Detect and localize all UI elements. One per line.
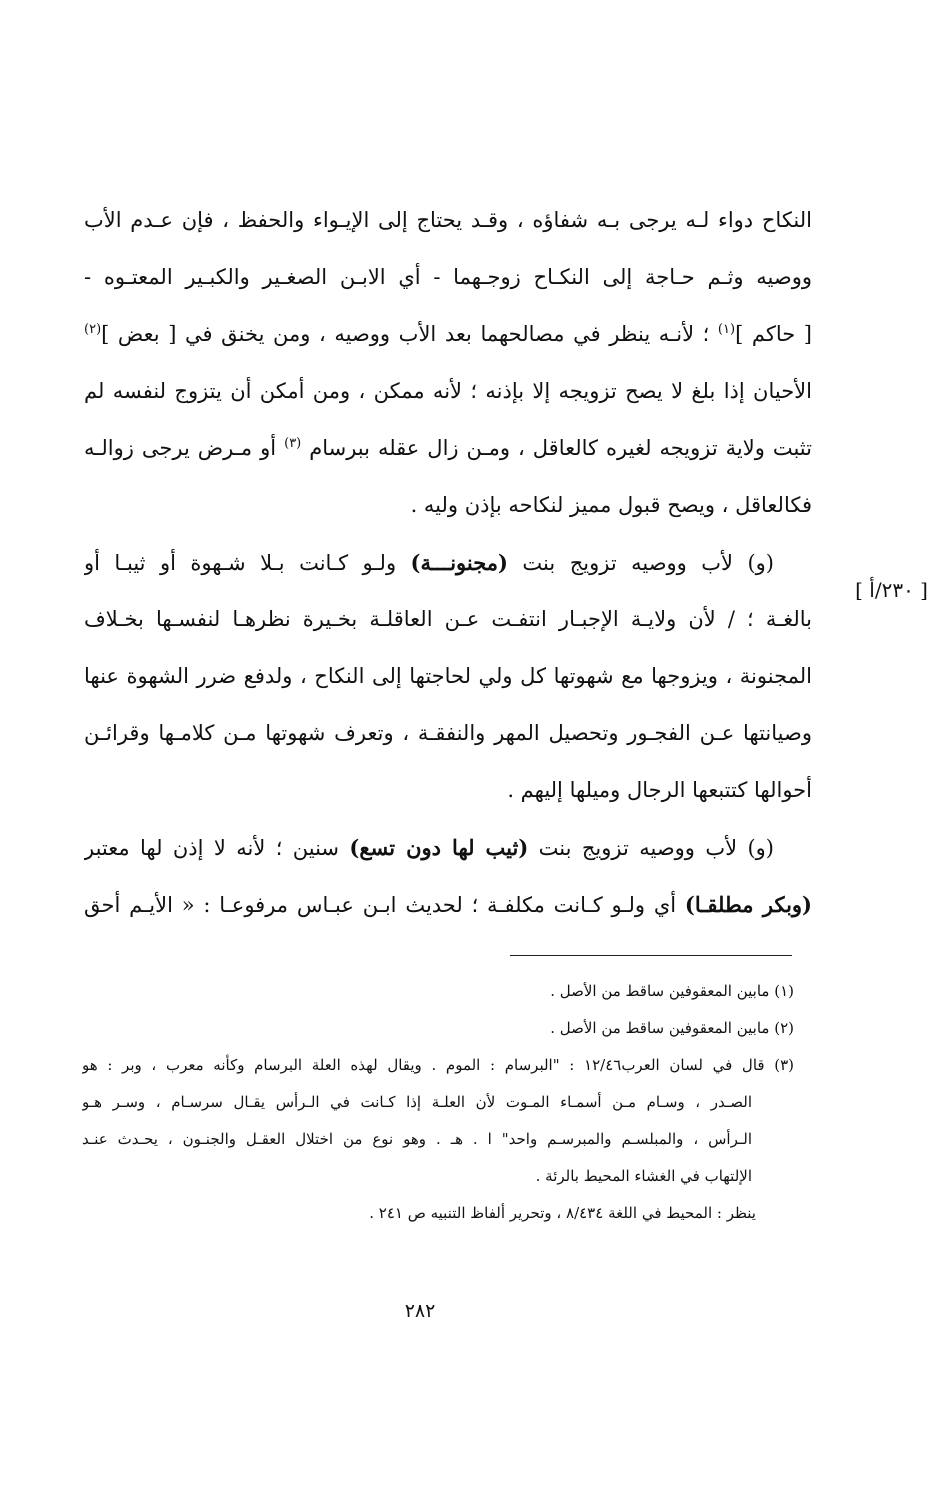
footnote-marker-1: (١): [717, 322, 736, 337]
text-line-13-rest: أي ولـو كـانت مكلفـة ؛ لحديث ابـن عبـاس مرفوعـا : « الأيـم أحق: [84, 893, 685, 917]
text-line-9: المجنونة ، ويزوجها مع شهوتها كل ولي لحاجتها إلى النكاح ، ولدفع ضرر الشهوة عنها: [84, 664, 812, 688]
text-line-10: وصيانتها عـن الفجـور وتحصيل المهر والنفقـة ، وتعرف شهوتها مـن كلامـها وقرائـن: [84, 721, 812, 745]
footnote-marker-2: (٢): [84, 322, 102, 337]
text-line-12-start: (و) لأب ووصيه تزويج بنت: [528, 836, 774, 860]
footnote-3-line-5: ينظر : المحيط في اللغة ٨/٤٣٤ ، وتحرير ألفاظ التنبيه ص ٢٤١ .: [369, 1204, 756, 1222]
text-line-5: [84, 434, 812, 491]
footnotes-block: [82, 980, 794, 1239]
text-line-4: الأحيان إذا بلغ لا يصح تزويجه إلا بإذنه ؛ لأنه ممكن ، ومن أمكن أن يتزوج لنفسه لم: [84, 379, 812, 403]
manuscript-folio-note: [ ٢٣٠/أ ]: [855, 578, 928, 602]
text-line-7-end: ولـو كـانت بـلا شـهوة أو ثيبـا أو: [84, 551, 411, 575]
text-line-12-end: سنين ؛ لأنه لا إذن لها معتبر: [84, 836, 350, 860]
text-line-5-start: تثبت ولاية تزويجه لغيره كالعاقل ، ومـن زال عقله ببرسام: [301, 436, 812, 460]
text-line-7: [84, 548, 812, 605]
text-line-7-start: (و) لأب ووصيه تزويج بنت: [507, 551, 774, 575]
matn-term-thayyib: (ثيب لها دون تسع): [349, 835, 529, 860]
text-line-12: [84, 833, 812, 890]
main-text: [84, 206, 812, 947]
footnote-separator: [510, 955, 792, 956]
footnote-3-line-2: الصـدر ، وسـام مـن أسمـاء المـوت لأن العلـة إذا كـانت في الـرأس يقـال سرسـام ، وسـر هـو: [82, 1093, 752, 1111]
matn-term-majnuna: (مجنونـــة): [410, 550, 508, 575]
text-line-11: أحوالها كتتبعها الرجال وميلها إليهم .: [507, 778, 812, 802]
matn-term-bikr: (وبكر مطلقـا): [684, 892, 812, 917]
text-line-3: [84, 320, 812, 377]
footnote-3-line-3: الـرأس ، والمبلسـم والمبرسـم واحد" ا . هـ . وهو نوع من اختلال العقـل والجنـون ، يحـدث عنـد: [82, 1130, 752, 1148]
text-line-3-rest: ؛ لأنـه ينظر في مصالحهما بعد الأب ووصيه ، ومن يخنق في [ بعض ]: [101, 322, 718, 346]
text-line-8: بالغـة ؛ / لأن ولايـة الإجبـار انتفـت عـن العاقلـة بخـيرة نظرهـا لنفسـها بخـلاف: [84, 607, 812, 631]
text-line-1: النكاح دواء لـه يرجى بـه شفاؤه ، وقـد يحتاج إلى الإيـواء والحفظ ، فإن عـدم الأب: [84, 208, 812, 232]
text-line-5-end: أو مـرض يرجى زوالـه: [84, 436, 285, 460]
footnote-marker-3: (٣): [284, 436, 302, 451]
footnote-3-line-1: (٣) قال في لسان العرب١٢/٤٦ : "البرسام : الموم . ويقال لهذه العلة البرسام وكأنه معرب ، وبر : هو: [82, 1056, 794, 1074]
footnote-3-line-4: الإلتهاب في الغشاء المحيط بالرئة .: [535, 1167, 752, 1185]
text-line-13: [84, 890, 812, 947]
page-number: ٢٨٢: [404, 1300, 436, 1322]
footnote-1: (١) مابين المعقوفين ساقط من الأصل .: [550, 982, 794, 1000]
footnote-2: (٢) مابين المعقوفين ساقط من الأصل .: [550, 1019, 794, 1037]
bracketed-word: [ حاكم ]: [735, 322, 812, 346]
text-line-6: فكالعاقل ، ويصح قبول مميز لنكاحه بإذن وليه .: [410, 493, 812, 517]
text-line-2: ووصيه وثـم حـاجة إلى النكـاح زوجـهما - أي الابـن الصغـير والكبـير المعتـوه -: [84, 265, 812, 289]
